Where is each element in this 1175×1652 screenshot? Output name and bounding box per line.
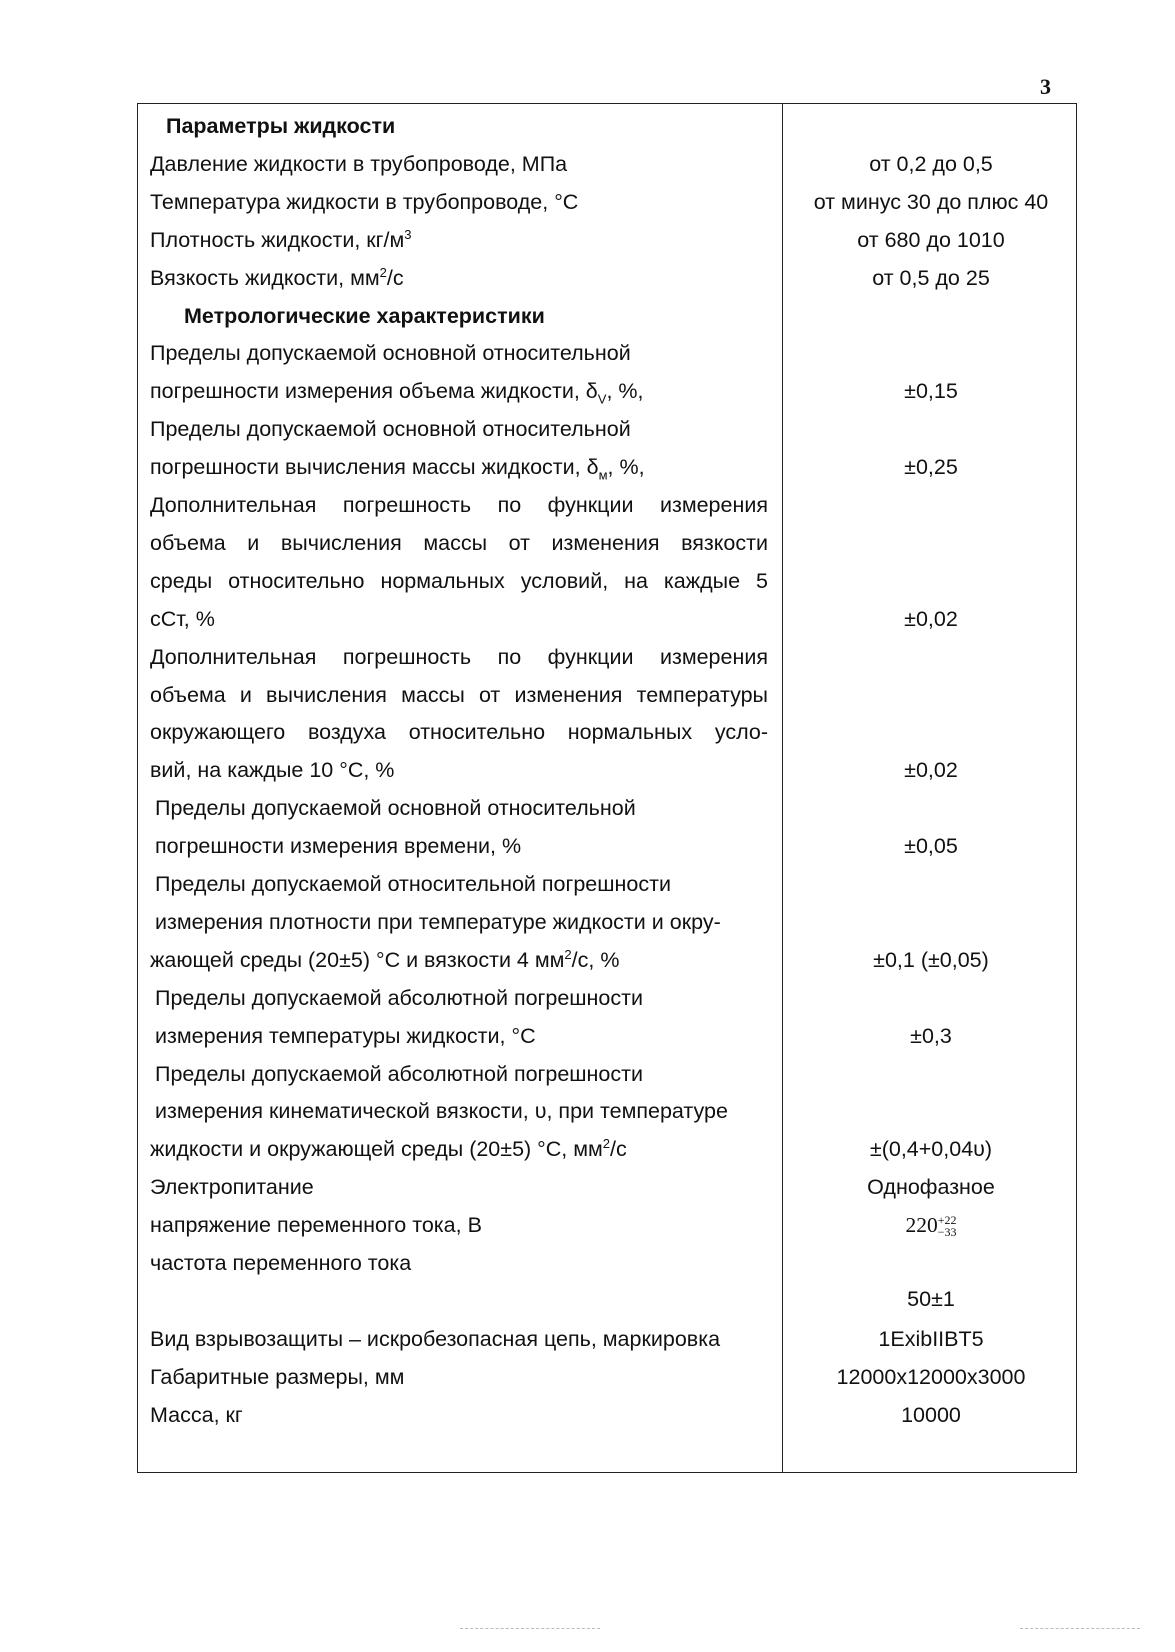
table-row (138, 788, 1076, 828)
parameter-label (150, 637, 768, 677)
section-heading (166, 106, 395, 146)
parameter-text: Пределы допускаемой основной относительной (150, 341, 631, 366)
parameter-text: Параметры жидкости (166, 114, 396, 138)
parameter-label (150, 940, 619, 980)
value-text: 220 (905, 1213, 938, 1238)
parameter-text: измерения температуры жидкости, °С (155, 1023, 536, 1048)
parameter-text: Пределы допускаемой абсолютной погрешности (155, 1061, 643, 1086)
parameter-label (150, 523, 768, 563)
parameter-label (150, 182, 578, 222)
parameter-text: среды относительно нормальных условий, на каждые 5 (150, 568, 768, 593)
parameter-label (155, 902, 721, 942)
table-row (138, 561, 1076, 601)
table-row (138, 523, 1076, 563)
parameter-value (784, 144, 1078, 184)
value-text: от 680 до 1010 (857, 227, 1005, 252)
table-row (138, 826, 1076, 866)
parameter-value (784, 750, 1078, 790)
value-text: ±0,02 (904, 606, 958, 631)
parameter-value (784, 599, 1078, 639)
parameter-label (150, 712, 768, 752)
parameter-text: Пределы допускаемой основной относительной (155, 796, 636, 821)
parameter-label (150, 1243, 411, 1283)
parameter-label (150, 409, 631, 449)
parameter-label (150, 447, 645, 487)
parameter-text: Плотность жидкости, кг/м (150, 227, 405, 252)
parameter-value (784, 371, 1078, 411)
parameter-label (150, 220, 412, 260)
parameter-text: Дополнительная погрешность по функции измерения (150, 493, 768, 517)
table-row (138, 750, 1076, 790)
table-row (138, 220, 1076, 260)
parameter-superscript: 2 (602, 1136, 611, 1152)
table-row (138, 1205, 1076, 1245)
value-tolerance-upper: +22 (937, 1213, 957, 1228)
parameter-superscript: 3 (404, 226, 412, 242)
table-row (138, 902, 1076, 942)
table-row (138, 447, 1076, 487)
parameter-value (784, 1129, 1078, 1169)
parameter-value (784, 1357, 1078, 1397)
parameter-text: жидкости и окружающей среды (20±5) °С, мм (150, 1137, 603, 1162)
table-row (138, 258, 1076, 298)
parameter-label (150, 485, 768, 525)
parameter-text: напряжение переменного тока, В (150, 1213, 482, 1238)
table-row (138, 1395, 1076, 1435)
table-row (138, 599, 1076, 639)
value-text: Однофазное (867, 1175, 995, 1200)
parameter-label (150, 333, 631, 373)
parameter-label (150, 750, 394, 790)
parameter-value (784, 1279, 1078, 1319)
parameter-text: Габаритные размеры, мм (150, 1364, 405, 1389)
parameter-value (784, 1319, 1078, 1359)
value-text: 12000x12000x3000 (836, 1364, 1026, 1389)
value-tolerance (938, 1214, 957, 1238)
parameter-text: частота переменного тока (150, 1251, 412, 1275)
table-row (138, 712, 1076, 752)
parameter-label (150, 1319, 720, 1359)
specifications-table (137, 103, 1077, 1473)
parameter-label (150, 371, 643, 411)
parameter-label (150, 258, 404, 298)
table-row (138, 485, 1076, 525)
table-row (138, 978, 1076, 1018)
parameter-text: жающей среды (20±5) °С и вязкости 4 мм (150, 947, 565, 972)
parameter-text: Вид взрывозащиты – искробезопасная цепь, маркировка (150, 1326, 721, 1351)
value-text: ±0,02 (904, 758, 958, 783)
parameter-text: Пределы допускаемой относительной погрешности (155, 872, 671, 896)
parameter-text: погрешности измерения времени, % (155, 834, 522, 859)
value-text: ±0,05 (904, 834, 958, 859)
parameter-text: Вязкость жидкости, мм (150, 265, 380, 290)
parameter-text: Электропитание (150, 1175, 314, 1200)
parameter-text: измерения плотности при температуре жидкости и окру- (155, 909, 721, 934)
parameter-value (784, 182, 1078, 222)
parameter-value (784, 826, 1078, 866)
value-text: от 0,5 до 25 (872, 265, 990, 290)
parameter-label (150, 1129, 627, 1169)
table-row (138, 1357, 1076, 1397)
parameter-superscript: 2 (379, 264, 387, 280)
parameter-label (155, 1091, 728, 1131)
value-tolerance-lower: −33 (937, 1225, 957, 1240)
parameter-subscript: V (597, 391, 607, 407)
value-text: ±0,1 (±0,05) (873, 947, 989, 972)
parameter-label (150, 675, 768, 715)
parameter-value (784, 1395, 1078, 1435)
table-row (138, 864, 1076, 904)
value-text: ±(0,4+0,04υ) (869, 1137, 993, 1162)
table-row (138, 1054, 1076, 1094)
parameter-label (155, 826, 521, 866)
parameter-text: окружающего воздуха относительно нормальных усло- (150, 720, 768, 745)
parameter-label (155, 978, 643, 1018)
parameter-value (784, 220, 1078, 260)
parameter-text: объема и вычисления массы от изменения вязкости (150, 530, 768, 555)
parameter-label (150, 1167, 314, 1207)
value-text: ±0,3 (910, 1023, 952, 1048)
table-row (138, 1279, 1076, 1319)
parameter-value (784, 940, 1078, 980)
parameter-text: Пределы допускаемой абсолютной погрешности (155, 985, 643, 1010)
value-text: от 0,2 до 0,5 (869, 151, 993, 176)
parameter-label (150, 1357, 404, 1397)
parameter-text-suffix: , %, (607, 455, 645, 480)
parameter-text: измерения кинематической вязкости, υ, при температуре (155, 1099, 728, 1124)
table-row (138, 296, 1076, 336)
parameter-text-suffix: , %, (606, 379, 644, 404)
parameter-text: объема и вычисления массы от изменения температуры (150, 682, 768, 707)
table-row (138, 144, 1076, 184)
parameter-text: погрешности измерения объема жидкости, δ (150, 379, 598, 404)
parameter-value (784, 447, 1078, 487)
table-row (138, 1243, 1076, 1283)
table-row (138, 637, 1076, 677)
parameter-label (150, 599, 215, 639)
table-row (138, 1129, 1076, 1169)
parameter-text: погрешности вычисления массы жидкости, δ (150, 455, 599, 480)
value-text: 1ExibIIBT5 (878, 1326, 984, 1351)
parameter-label (150, 1395, 243, 1435)
parameter-label (150, 1205, 482, 1245)
parameter-value (784, 1205, 1078, 1245)
parameter-text-suffix: /с (610, 1137, 627, 1162)
table-row (138, 1167, 1076, 1207)
parameter-label (155, 1016, 536, 1056)
table-row (138, 1091, 1076, 1131)
parameter-label (155, 788, 636, 828)
parameter-subscript: м (598, 467, 608, 483)
table-row (138, 182, 1076, 222)
table-row (138, 675, 1076, 715)
parameter-value (784, 1016, 1078, 1056)
table-row (138, 409, 1076, 449)
value-text: 50±1 (907, 1287, 955, 1311)
parameter-text: Температура жидкости в трубопроводе, °С (150, 189, 579, 214)
parameter-text: Масса, кг (150, 1402, 243, 1427)
parameter-text: Дополнительная погрешность по функции измерения (150, 644, 768, 669)
parameter-text: Метрологические характеристики (184, 303, 545, 328)
table-row (138, 1319, 1076, 1359)
parameter-value (784, 1167, 1078, 1207)
parameter-label (150, 561, 768, 601)
table-row (138, 333, 1076, 373)
parameter-text: вий, на каждые 10 °С, % (150, 758, 395, 783)
parameter-value (784, 258, 1078, 298)
parameter-label (155, 1054, 643, 1094)
parameter-text: сСт, % (150, 606, 215, 631)
scan-artifact-line (1020, 1628, 1140, 1630)
parameter-text: Пределы допускаемой основной относительной (150, 417, 631, 442)
parameter-text-suffix: /с (386, 265, 404, 290)
table-row (138, 371, 1076, 411)
parameter-label (155, 864, 671, 904)
value-text: ±0,25 (904, 455, 958, 480)
value-text: от минус 30 до плюс 40 (813, 189, 1049, 214)
parameter-label (150, 144, 567, 184)
value-text: 10000 (901, 1402, 961, 1427)
page-number: 3 (1040, 74, 1051, 99)
value-text: ±0,15 (904, 379, 958, 404)
scan-artifact-line (460, 1628, 600, 1630)
parameter-text: Давление жидкости в трубопроводе, МПа (150, 151, 568, 176)
table-row (138, 940, 1076, 980)
parameter-text-suffix: /с, % (571, 947, 620, 972)
table-row (138, 106, 1076, 146)
section-heading (184, 296, 545, 336)
parameter-superscript: 2 (564, 946, 572, 962)
table-row (138, 1016, 1076, 1056)
